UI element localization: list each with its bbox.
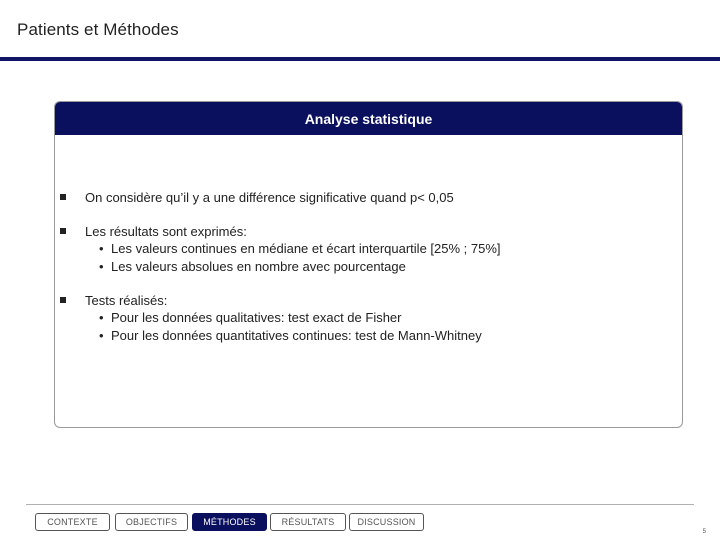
page-number: 5 (702, 529, 706, 535)
panel-header: Analyse statistique (55, 102, 682, 135)
nav-button-methodes[interactable]: MÉTHODES (192, 513, 267, 531)
sub-bullet-item (99, 259, 406, 274)
nav-button-objectifs[interactable]: OBJECTIFS (115, 513, 188, 531)
sub-bullet-item (99, 310, 402, 325)
dot-bullet-icon: • (99, 328, 104, 343)
sub-bullet-text: Les valeurs absolues en nombre avec pourcentage (111, 259, 406, 274)
slide-title: Patients et Méthodes (17, 20, 179, 39)
content-panel (54, 101, 683, 428)
nav-button-contexte[interactable]: CONTEXTE (35, 513, 110, 531)
sub-bullet-item (99, 241, 501, 256)
dot-bullet-icon: • (99, 259, 104, 274)
bullet-text: Tests réalisés: (85, 293, 168, 308)
nav-button-resultats[interactable]: RÉSULTATS (270, 513, 346, 531)
bullet-text: On considère qu’il y a une différence significative quand p< 0,05 (85, 190, 454, 205)
square-bullet-icon (60, 194, 66, 200)
dot-bullet-icon: • (99, 241, 104, 256)
sub-bullet-text: Les valeurs continues en médiane et écart interquartile [25% ; 75%] (111, 241, 501, 256)
dot-bullet-icon: • (99, 310, 104, 325)
bullet-text: Les résultats sont exprimés: (85, 224, 247, 239)
nav-button-discussion[interactable]: DISCUSSION (349, 513, 424, 531)
square-bullet-icon (60, 297, 66, 303)
title-divider (0, 57, 720, 61)
sub-bullet-item (99, 328, 482, 343)
square-bullet-icon (60, 228, 66, 234)
sub-bullet-text: Pour les données quantitatives continues: test de Mann-Whitney (111, 328, 482, 343)
sub-bullet-text: Pour les données qualitatives: test exact de Fisher (111, 310, 402, 325)
nav-divider (26, 504, 694, 505)
